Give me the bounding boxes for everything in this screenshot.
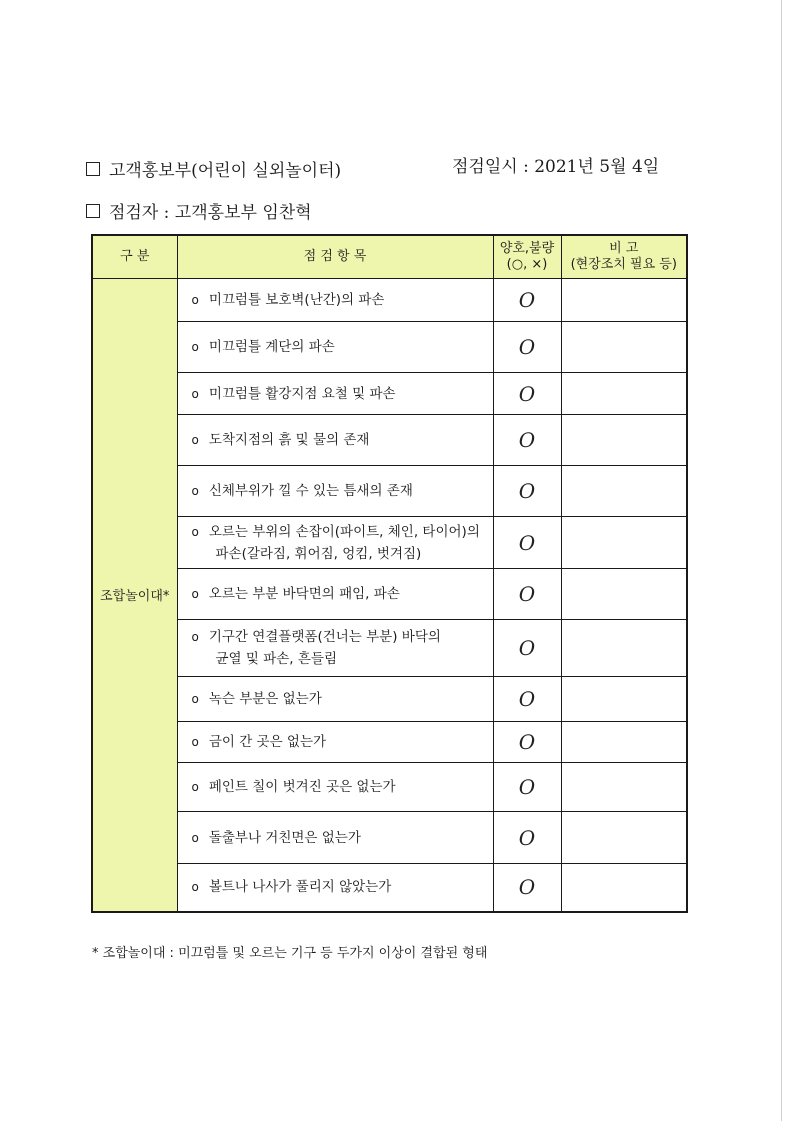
- result-mark: O: [493, 763, 561, 812]
- note-cell: [561, 763, 687, 812]
- checklist-item-text: [192, 776, 487, 798]
- result-mark: O: [493, 279, 561, 322]
- table-row: [92, 722, 687, 763]
- bullet-icon: o: [191, 735, 199, 749]
- table-row: [92, 620, 687, 677]
- note-cell: [561, 279, 687, 322]
- bullet-icon: o: [191, 587, 199, 601]
- checklist-item-line: 녹슨 부분은 없는가: [208, 691, 322, 707]
- checklist-item: [177, 373, 493, 415]
- table-row: [92, 812, 687, 864]
- table-header-row: [92, 235, 687, 279]
- checklist-item-text: [192, 289, 487, 311]
- table-row: [92, 677, 687, 722]
- header-note-label: 비 고: [609, 241, 639, 256]
- bullet-icon: o: [191, 780, 199, 794]
- checklist-item-line: 페인트 칠이 벗겨진 곳은 없는가: [208, 779, 396, 795]
- table-row: [92, 763, 687, 812]
- bullet-icon: o: [191, 880, 199, 895]
- checklist-item: [177, 569, 493, 620]
- checklist-item: [177, 415, 493, 466]
- result-mark: O: [493, 864, 561, 912]
- checklist-item: [177, 466, 493, 517]
- note-cell: [561, 415, 687, 466]
- checklist-item-line: 파손(갈라짐, 휘어짐, 엉킴, 벗겨짐): [215, 545, 422, 562]
- scan-edge-line: [781, 0, 782, 1121]
- inspector-text: 점검자 : 고객홍보부 임찬혁: [109, 203, 312, 223]
- table-row: [92, 466, 687, 517]
- checklist-item-text: [192, 383, 487, 405]
- inspection-checklist-table: [91, 234, 688, 913]
- checklist-item: [177, 517, 493, 569]
- table-row: [92, 279, 687, 322]
- header-note-legend: (현장조치 필요 등): [570, 257, 677, 272]
- bullet-icon: o: [191, 340, 199, 354]
- checklist-item-text: [192, 648, 487, 670]
- table-row: [92, 373, 687, 415]
- result-mark: O: [493, 677, 561, 722]
- checklist-item: [177, 677, 493, 722]
- checklist-item: [177, 620, 493, 677]
- table-row: [92, 322, 687, 373]
- inspector-line: [86, 198, 312, 223]
- footnote: * 조합놀이대 : 미끄럼틀 및 오르는 기구 등 두가지 이상이 결합된 형태: [92, 946, 488, 961]
- checklist-item-line: 미끄럼틀 활강지점 요철 및 파손: [208, 385, 396, 402]
- category-cell: 조합놀이대*: [92, 279, 177, 912]
- note-cell: [561, 677, 687, 722]
- result-mark: O: [493, 517, 561, 569]
- table-row: [92, 517, 687, 569]
- checklist-item-line: 볼트나 나사가 풀리지 않았는가: [208, 879, 392, 896]
- note-cell: [561, 864, 687, 912]
- checklist-item-text: [192, 336, 487, 358]
- checklist-item-line: 기구간 연결플랫폼(건너는 부분) 바닥의: [208, 629, 441, 645]
- table-row: [92, 569, 687, 620]
- checklist-item-text: [192, 521, 487, 543]
- checklist-item-text: [192, 827, 487, 849]
- checklist-item: [177, 322, 493, 373]
- checklist-item-text: [192, 480, 487, 502]
- header-result: [493, 235, 561, 279]
- header-items: 점 검 항 목: [177, 235, 493, 279]
- checklist-item-text: [192, 429, 487, 451]
- checklist-item-line: 미끄럼틀 계단의 파손: [208, 339, 335, 355]
- result-mark: O: [493, 466, 561, 517]
- result-mark: O: [493, 722, 561, 763]
- result-mark: O: [493, 415, 561, 466]
- checklist-item: [177, 279, 493, 322]
- bullet-icon: o: [191, 630, 199, 644]
- checklist-item: [177, 722, 493, 763]
- header-result-legend: (○, ×): [506, 257, 548, 272]
- inspection-date: 점검일시 : 2021년 5월 4일: [452, 157, 660, 177]
- checklist-item-line: 신체부위가 낄 수 있는 틈새의 존재: [208, 483, 413, 499]
- bullet-icon: o: [191, 386, 199, 401]
- checklist-item: [177, 812, 493, 864]
- note-cell: [561, 322, 687, 373]
- note-cell: [561, 517, 687, 569]
- bullet-icon: o: [191, 293, 199, 307]
- checklist-item-text: [192, 876, 487, 898]
- owner-text: 고객홍보부(어린이 실외놀이터): [109, 161, 342, 181]
- header-category: 구 분: [92, 235, 177, 279]
- bullet-icon: o: [191, 830, 199, 845]
- result-mark: O: [493, 812, 561, 864]
- header-note: [561, 235, 687, 279]
- checklist-item-line: 도착지점의 흙 및 물의 존재: [208, 432, 370, 448]
- checkbox-icon: [86, 204, 100, 218]
- checklist-item-line: 균열 및 파손, 흔들림: [215, 651, 337, 667]
- bullet-icon: o: [191, 524, 199, 539]
- checklist-item-text: [192, 626, 487, 648]
- checklist-item-text: [192, 731, 487, 753]
- owner-line: [86, 156, 341, 181]
- bullet-icon: o: [191, 433, 199, 447]
- result-mark: O: [493, 322, 561, 373]
- note-cell: [561, 812, 687, 864]
- result-mark: O: [493, 620, 561, 677]
- table-row: [92, 415, 687, 466]
- table-row: [92, 864, 687, 912]
- checklist-item-line: 돌출부나 거친면은 없는가: [208, 829, 361, 846]
- checklist-item-text: [192, 688, 487, 710]
- note-cell: [561, 373, 687, 415]
- note-cell: [561, 466, 687, 517]
- note-cell: [561, 722, 687, 763]
- bullet-icon: o: [191, 692, 199, 706]
- checklist-item-line: 금이 간 곳은 없는가: [208, 734, 327, 750]
- result-mark: O: [493, 569, 561, 620]
- note-cell: [561, 620, 687, 677]
- checklist-item: [177, 864, 493, 912]
- checklist-item-line: 오르는 부위의 손잡이(파이트, 체인, 타이어)의: [208, 523, 480, 540]
- checklist-item-text: [192, 543, 487, 565]
- checklist-item-text: [192, 583, 487, 605]
- checkbox-icon: [86, 162, 100, 176]
- note-cell: [561, 569, 687, 620]
- checklist-item-line: 미끄럼틀 보호벽(난간)의 파손: [208, 292, 385, 308]
- checklist-item: [177, 763, 493, 812]
- checklist-item-line: 오르는 부분 바닥면의 패임, 파손: [208, 586, 400, 602]
- header-result-label: 양호,불량: [499, 241, 555, 256]
- bullet-icon: o: [191, 484, 199, 498]
- result-mark: O: [493, 373, 561, 415]
